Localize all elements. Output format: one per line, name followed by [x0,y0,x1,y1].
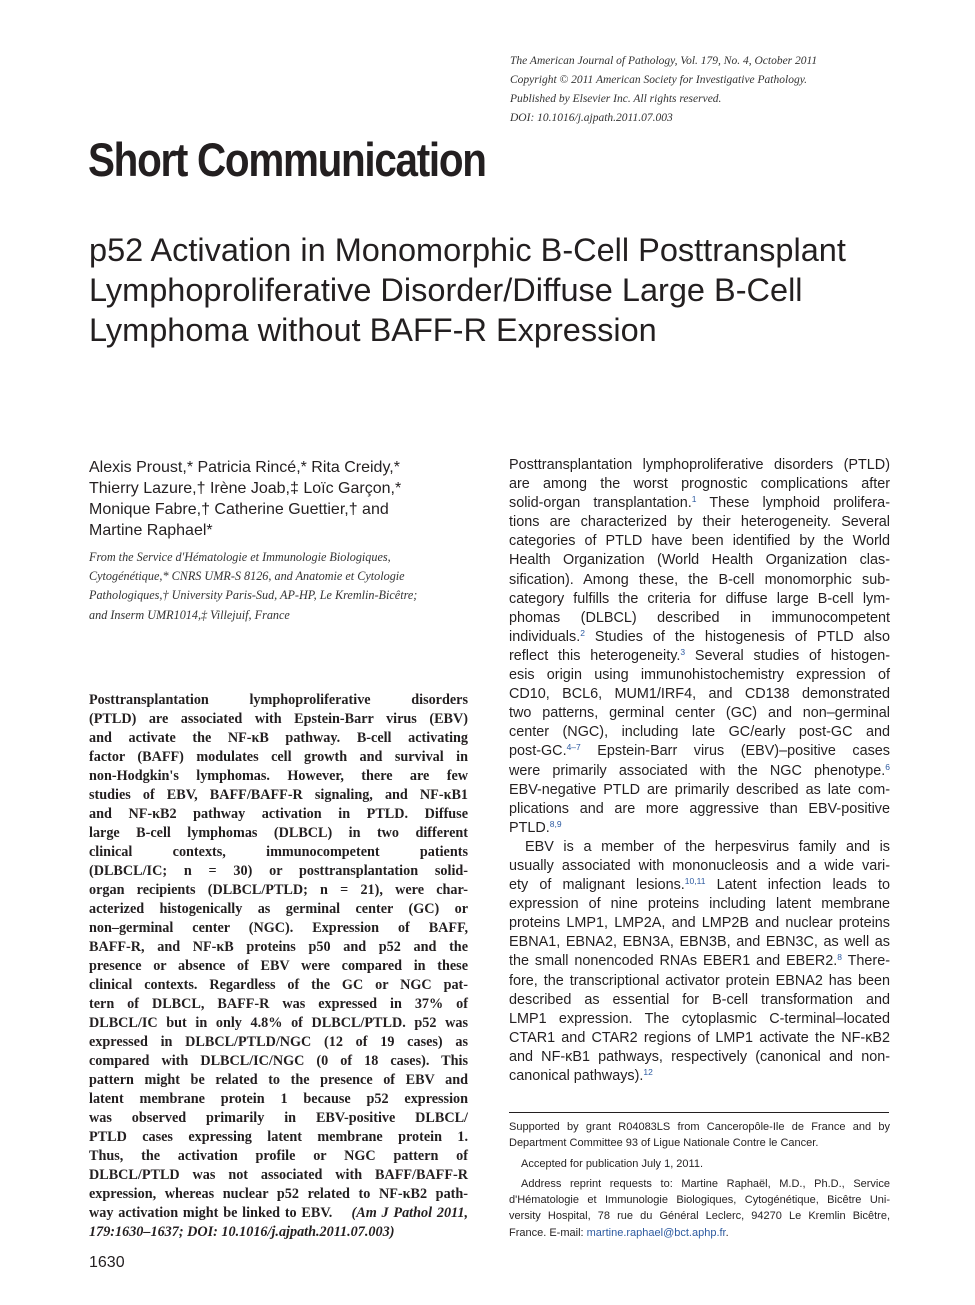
support-note: Department Committee 93 of Ligue Nationale Contre le Cancer. [509,1137,819,1150]
body-line [509,876,890,895]
abstract-line: large B-cell lymphomas (DLBCL) in two different [89,825,468,841]
abstract-line: was observed primarily in EBV-positive DLBCL/ [89,1110,468,1126]
affiliation-line: Cytogénétique,* CNRS UMR-S 8126, and Anatomie et Cytologie [89,569,405,584]
body-line: proteins LMP1, LMP2A, and LMP2B and nuclear proteins [509,915,890,932]
body-text-span: Epstein-Barr virus (EBV)–positive cases [580,743,890,760]
address-note: d'Hématologie et Immunologie Biologiques, Cytogénétique, Bicêtre Uni- [509,1194,890,1207]
body-line [509,952,890,971]
abstract [89,691,468,1242]
body-text-span: PTLD. [509,819,550,836]
title-line: Lymphoproliferative Disorder/Diffuse Large B-Cell [89,272,803,308]
body-line: fore, the transcriptional activator protein EBNA2 has been [509,972,890,989]
abstract-line: tern of DLBCL, BAFF-R was expressed in 37% of [89,996,468,1012]
journal-citation-block [510,52,930,128]
abstract-line: presence or absence of EBV were compared in these [89,958,468,974]
article-title [89,230,949,350]
body-line [509,494,890,513]
abstract-line: (DLBCL/IC; n = 30) or posttransplantation solid- [89,863,468,879]
body-line: EBV is a member of the herpesvirus family and is [525,838,890,855]
body-text-span: ety of malignant lesions. [509,877,685,894]
body-line: are among the worst prognostic complications after [509,476,890,493]
body-line [509,647,890,666]
abstract-text: way activation might be linked to EBV. [89,1205,333,1221]
affiliation-line: From the Service d'Hématologie et Immunologie Biologiques, [89,550,391,564]
reference-link[interactable]: 6 [885,761,890,772]
body-line: LMP1 expression. The cytoplasmic C-terminal–located [509,1010,890,1027]
author-list [89,457,489,541]
reference-link[interactable]: 3 [680,646,686,657]
support-note: Supported by grant R04083LS from Canceropôle-Ile de France and by [509,1121,890,1133]
body-line: and NF-κB1 pathways, respectively (canonical and non- [509,1048,890,1065]
body-text-span: post-GC. [509,743,567,760]
abstract-line: DLBCL/PTLD was not associated with BAFF/BAFF-R [89,1167,468,1183]
abstract-line [89,1204,468,1223]
body-text-span: canonical pathways). [509,1068,644,1084]
abstract-line: clinical contexts, immunocompetent patients [89,844,468,860]
address-text: . [725,1226,729,1239]
footnote-divider [509,1112,889,1113]
footnotes [509,1119,890,1241]
abstract-citation-doi: 179:1630–1637; DOI: 10.1016/j.ajpath.2011.07.003) [89,1224,395,1240]
abstract-line: non-Hodgkin's lymphomas. However, there are few [89,768,468,784]
body-text-span: individuals. [509,628,581,645]
doi-line: DOI: 10.1016/j.ajpath.2011.07.003 [510,112,673,124]
email-link[interactable]: martine.raphael@bct.aphp.fr [586,1226,726,1239]
abstract-line: organ recipients (DLBCL/PTLD; n = 21), were char- [89,882,468,898]
reference-link[interactable]: 12 [643,1067,653,1077]
abstract-line: non–germinal center (NGC). Expression of BAFF, [89,920,468,936]
body-line: Health Organization (World Health Organization clas- [509,552,890,569]
reference-link[interactable]: 10,11 [684,876,706,887]
body-text-span: Several studies of histogen- [685,647,890,664]
page-number: 1630 [89,1254,125,1271]
affiliation-line: and Inserm UMR1014,‡ Villejuif, France [89,607,290,622]
body-text-span: There- [841,953,891,970]
publisher-line: Published by Elsevier Inc. All rights reserved. [510,93,722,105]
abstract-line: compared with DLBCL/IC/NGC (0 of 18 cases). This [89,1053,468,1069]
author-line: Monique Fabre,† Catherine Guettier,† and [89,501,389,518]
body-text-span: Studies of the histogenesis of PTLD also [584,628,890,645]
address-text: France. E-mail: [509,1226,587,1239]
abstract-line: and NF-κB2 pathway activation in PTLD. Diffuse [89,806,468,822]
affiliation-line: Pathologiques,† University Paris-Sud, AP-HP, Le Kremlin-Bicêtre; [89,588,418,603]
body-text-span: These lymphoid prolifera- [696,495,890,512]
abstract-line: pattern might be related to the presence of EBV and [89,1072,468,1088]
body-text-span: the small nonencoded RNAs EBER1 and EBER2. [509,953,838,970]
abstract-line: BAFF-R, and NF-κB proteins p50 and p52 and the [89,939,468,955]
body-line: phomas (DLBCL) described in immunocompetent [509,609,890,626]
body-text [509,456,890,1086]
body-line: EBNA1, EBNA2, EBN3A, EBN3B, and EBN3C, as well as [509,934,890,951]
body-line: tions are characterized by their heterogeneity. Several [509,514,890,531]
abstract-line: clinical contexts. Regardless of the GC or NGC pat- [89,977,468,993]
abstract-line: PTLD cases expressing latent membrane protein 1. [89,1129,468,1145]
accepted-note: Accepted for publication July 1, 2011. [521,1157,704,1170]
body-text-span: Latent infection leads to [705,877,890,894]
abstract-citation: (Am J Pathol 2011, [351,1205,468,1221]
body-line [509,1067,890,1086]
author-line: Martine Raphael* [89,522,213,539]
section-heading: Short Communication [88,133,486,186]
abstract-line: latent membrane protein 1 because p52 expression [89,1091,468,1107]
abstract-line: Posttransplantation lymphoproliferative disorders [89,692,468,708]
abstract-line: expressed in DLBCL/PTLD/NGC (12 of 19 cases) as [89,1034,468,1050]
journal-line: The American Journal of Pathology, Vol. 179, No. 4, October 2011 [510,55,818,67]
body-line: esis origin using immunohistochemistry expression of [509,667,890,684]
body-line [509,819,890,838]
address-note: versity Hospital, 78 rue du Général Leclerc, 94270 Le Kremlin Bicêtre, [509,1210,890,1223]
abstract-line: DLBCL/IC but in only 4.8% of DLBCL/PTLD. p52 was [89,1015,468,1031]
reference-link[interactable]: 2 [580,627,585,638]
abstract-line: (PTLD) are associated with Epstein-Barr virus (EBV) [89,711,468,727]
body-text-span: solid-organ transplantation. [509,495,692,512]
address-note: Address reprint requests to: Martine Raphaël, M.D., Ph.D., Service [521,1177,890,1190]
body-line: EBV-negative PTLD are primarily described as late com- [509,781,890,798]
abstract-line: acterized histogenically as germinal center (GC) or [89,901,468,917]
body-line: described as essential for B-cell transformation and [509,991,890,1008]
copyright-line: Copyright © 2011 American Society for Investigative Pathology. [510,74,808,86]
body-text-span: reflect this heterogeneity. [509,647,681,664]
reference-link[interactable]: 4–7 [566,742,581,753]
body-line: expression of nine proteins including latent membrane [509,896,890,913]
body-line: Posttransplantation lymphoproliferative disorders (PTLD) [509,457,890,473]
body-line: categories of PTLD have been identified by the World [509,533,890,550]
reference-link[interactable]: 8,9 [549,818,562,829]
title-line: Lymphoma without BAFF-R Expression [89,312,657,348]
body-line: center (NGC), including late GC/early post-GC and [509,724,890,741]
abstract-line: and activate the NF-κB pathway. B-cell activating [89,730,468,746]
affiliations [89,548,469,625]
title-line: p52 Activation in Monomorphic B-Cell Posttransplant [89,232,846,268]
abstract-line: Thus, the activation profile or NGC pattern of [89,1148,468,1164]
abstract-line: factor (BAFF) modulates cell growth and survival in [89,749,468,765]
body-line: usually associated with mononucleosis and a wide vari- [509,857,890,874]
abstract-line: expression, whereas nuclear p52 related to NF-κB2 path- [89,1186,468,1202]
reference-link[interactable]: 8 [837,952,842,963]
abstract-line: studies of EBV, BAFF/BAFF-R signaling, and NF-κB1 [89,787,468,803]
body-line: sification). Among these, the B-cell monomorphic sub- [509,571,890,588]
reference-link[interactable]: 1 [691,494,697,505]
body-line [509,762,890,781]
body-line [509,742,890,761]
address-note [509,1225,890,1241]
body-line: plications and are more aggressive than EBV-positive [509,800,890,817]
body-line: two patterns, germinal center (GC) and non–germinal [509,705,890,722]
body-text-span: were primarily associated with the NGC phenotype. [509,762,886,779]
author-line: Alexis Proust,* Patricia Rincé,* Rita Creidy,* [89,459,400,476]
body-line: CTAR1 and CTAR2 regions of LMP1 activate the NF-κB2 [509,1029,890,1046]
body-line: CD10, BCL6, MUM1/IRF4, and CD138 demonstrated [509,686,890,703]
body-line: category fulfills the criteria for diffuse large B-cell lym- [509,590,890,607]
body-line [509,628,890,647]
author-line: Thierry Lazure,† Irène Joab,‡ Loïc Garçon,* [89,480,402,497]
